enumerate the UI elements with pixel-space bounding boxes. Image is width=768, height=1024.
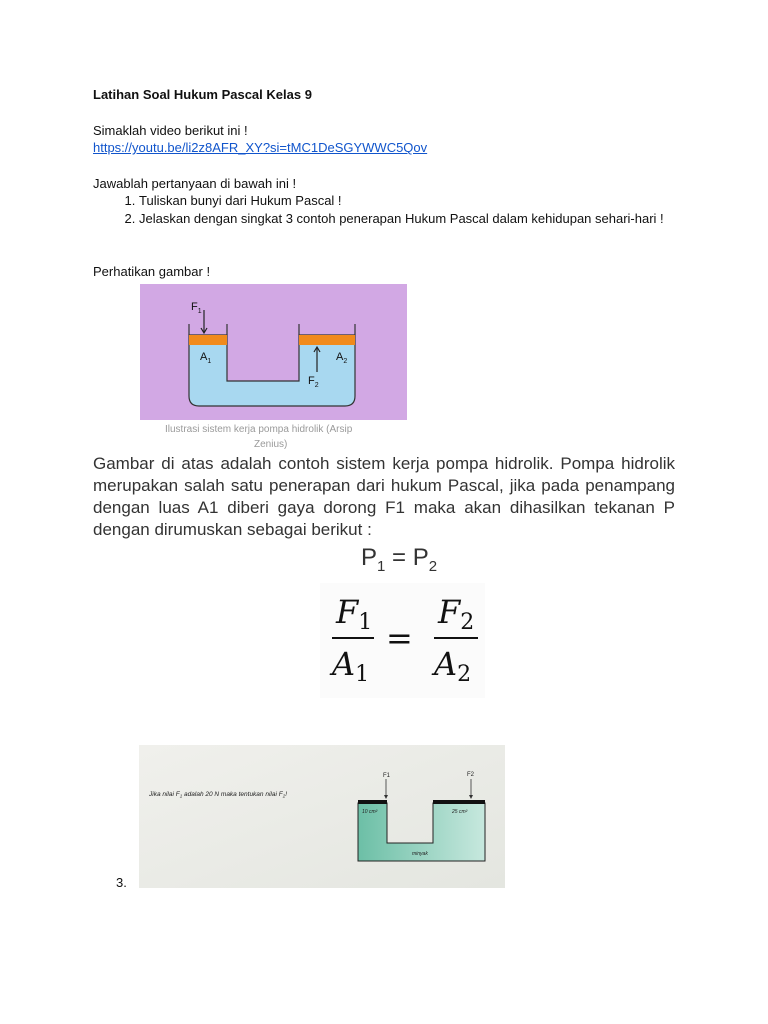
label-f1: $F_1$: [191, 301, 202, 315]
problem-question: Jika nilai $F_1$ adalah 20 N maka tentukan nilai $F_2$!: [149, 791, 288, 799]
figure2-f1-label: F1: [383, 773, 391, 779]
hydraulic-pump-figure: [140, 284, 407, 454]
figure-caption-line2: Zenius): [254, 439, 288, 450]
item-number-3: 3.: [116, 875, 127, 890]
small-piston: [189, 335, 227, 345]
formula-f1: F1: [336, 593, 373, 635]
video-intro: Simaklah video berikut ini !: [93, 123, 248, 138]
large-piston-bar: [433, 800, 485, 804]
area1-label: 10 cm²: [362, 809, 378, 815]
formula-a2: A2: [434, 645, 472, 687]
questions-list: [93, 192, 689, 228]
video-link[interactable]: https://youtu.be/li2z8AFR_XY?si=tMC1DeSGYWWC5Qov: [93, 140, 428, 155]
small-piston-bar: [358, 800, 387, 804]
pressure-equation: $P_1 = P_2$: [361, 544, 438, 575]
area2-label: 25 cm²: [452, 809, 468, 815]
question-item: 1. Tuliskan bunyi dari Hukum Pascal !: [139, 192, 689, 210]
question-item: 2. Jelaskan dengan singkat 3 contoh penerapan Hukum Pascal dalam kehidupan sehari-hari !: [139, 210, 689, 228]
pascal-formula: [320, 583, 485, 698]
figure-intro: Perhatikan gambar !: [93, 264, 211, 279]
questions-intro: Jawablah pertanyaan di bawah ini !: [93, 176, 297, 191]
label-f2: $F_2$: [308, 375, 319, 389]
document-title: Latihan Soal Hukum Pascal Kelas 9: [93, 87, 312, 102]
figure2-f2-label: F2: [467, 772, 475, 778]
problem-figure: [139, 745, 505, 888]
figure-caption-line1: Ilustrasi sistem kerja pompa hidrolik (Arsip: [165, 424, 353, 435]
formula-equals: =: [386, 619, 413, 657]
large-piston: [299, 335, 355, 345]
formula-a1: A1: [332, 645, 370, 687]
fluid-label: minyak: [412, 851, 428, 857]
explanation-paragraph: Gambar di atas adalah contoh sistem kerja pompa hidrolik. Pompa hidrolik merupakan salah satu penerapan dari hukum Pascal, jika pada penampang dengan luas A1 diberi gaya dorong F1 maka akan dihasilkan tekanan P dengan dirumuskan sebagai berikut :: [93, 454, 675, 539]
label-a2: $A_2$: [336, 351, 348, 365]
label-a1: $A_1$: [200, 351, 212, 365]
formula-f2: F2: [438, 593, 475, 635]
